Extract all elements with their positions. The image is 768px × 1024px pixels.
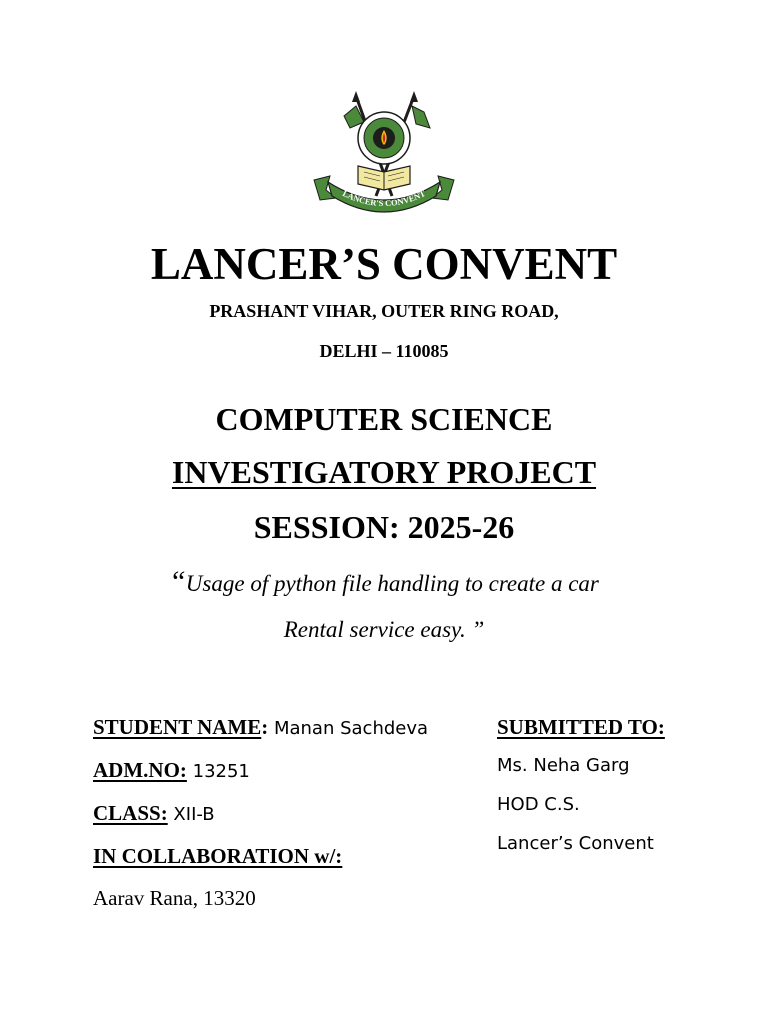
class-row: [93, 800, 215, 828]
student-name-label: STUDENT NAME: [93, 715, 262, 739]
student-name-colon: :: [261, 715, 269, 739]
adm-no-label: ADM.NO:: [93, 758, 187, 782]
collaborator-value: Aarav Rana, 13320: [93, 886, 256, 910]
class-label: CLASS:: [93, 801, 168, 825]
collaboration-row: [93, 843, 342, 869]
open-quote-mark: “: [169, 565, 186, 598]
teacher-designation: HOD C.S.: [497, 794, 580, 815]
collaboration-label: IN COLLABORATION w/:: [93, 844, 343, 868]
school-name: LANCER’S CONVENT: [150, 239, 618, 289]
school-crest-logo: [312, 88, 456, 224]
address-line-1: PRASHANT VIHAR, OUTER RING ROAD,: [209, 301, 559, 321]
svg-text:LANCER'S CONVENT: LANCER'S CONVENT: [341, 188, 427, 209]
submitted-to-label: SUBMITTED TO:: [497, 715, 665, 739]
adm-no-value: 13251: [186, 761, 250, 782]
student-name-value: Manan Sachdeva: [268, 718, 429, 739]
student-name-row: [93, 714, 428, 742]
subject-title: COMPUTER SCIENCE: [215, 401, 553, 437]
teacher-name: Ms. Neha Garg: [497, 755, 630, 776]
project-title-text: INVESTIGATORY PROJECT: [171, 454, 597, 490]
session-title: SESSION: 2025-26: [253, 509, 515, 545]
project-title: [0, 453, 768, 491]
address-line-2: DELHI – 110085: [319, 341, 449, 361]
adm-no-row: [93, 757, 250, 785]
project-topic-line-1: [0, 565, 768, 598]
project-topic-line-2: Rental service easy. ”: [283, 617, 485, 642]
class-value: XII-B: [167, 804, 215, 825]
project-topic-text-1: Usage of python file handling to create a car: [185, 571, 599, 596]
submitted-to-row: [497, 714, 665, 740]
teacher-institution: Lancer’s Convent: [497, 833, 654, 854]
